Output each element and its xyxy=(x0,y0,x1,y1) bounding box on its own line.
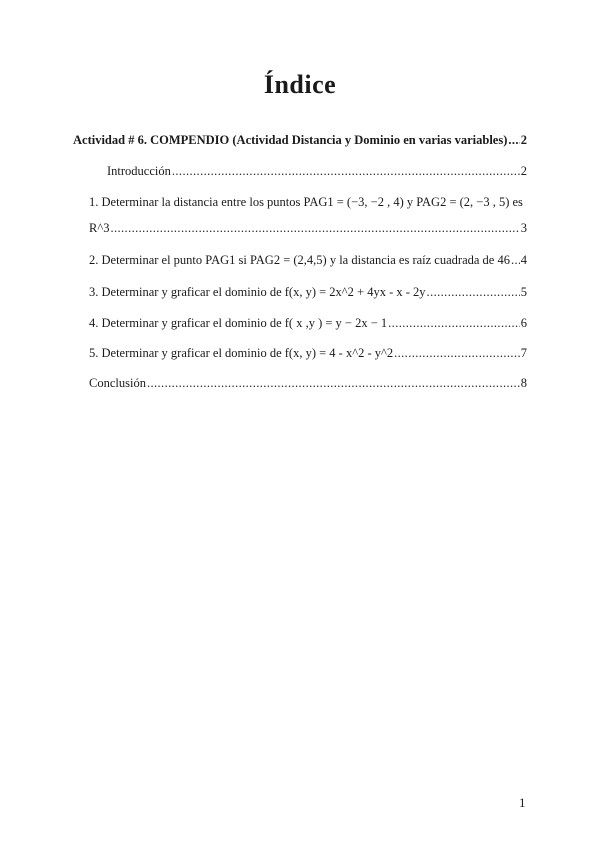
toc-leader-dots xyxy=(388,315,520,331)
toc-leader-dots xyxy=(147,375,520,391)
toc-entry-page: 5 xyxy=(520,285,527,299)
page-number: 1 xyxy=(519,795,526,810)
toc-entry-introduccion[interactable] xyxy=(107,163,527,179)
toc-entry-page: 2 xyxy=(520,164,527,178)
toc-entry-page: 3 xyxy=(520,221,527,235)
toc-entry-label: 3. Determinar y graficar el dominio de f(x, y) = 2x^2 + 4yx - x - 2y xyxy=(89,285,426,299)
toc-entry-label: 5. Determinar y graficar el dominio de f(x, y) = 4 - x^2 - y^2 xyxy=(89,346,394,360)
page-title: Índice xyxy=(263,70,337,99)
toc-leader-dots xyxy=(394,345,520,361)
toc-leader-dots xyxy=(427,284,520,300)
toc-entry-label: 2. Determinar el punto PAG1 si PAG2 = (2,4,5) y la distancia es raíz cuadrada de 46 xyxy=(89,253,510,267)
toc-entry-label: 4. Determinar y graficar el dominio de f( x ,y ) = y − 2x − 1 xyxy=(89,316,388,330)
toc-entry-page: 6 xyxy=(520,316,527,330)
toc-entry-label: Conclusión xyxy=(89,376,146,390)
toc-entry-1[interactable] xyxy=(89,220,527,236)
toc-entry-actividad-6[interactable] xyxy=(73,132,527,148)
toc-entry-label: Actividad # 6. COMPENDIO (Actividad Distancia y Dominio en varias variables) xyxy=(73,133,508,147)
toc-leader-dots xyxy=(172,163,520,179)
toc-entry-5[interactable] xyxy=(89,345,527,361)
toc-entry-page: 7 xyxy=(520,346,527,360)
toc-entry-conclusion[interactable] xyxy=(89,375,527,391)
toc-entry-label: R^3 xyxy=(89,221,110,235)
toc-leader-dots xyxy=(508,132,519,148)
toc-entry-page: 2 xyxy=(520,133,527,147)
toc-entry-page: 8 xyxy=(520,376,527,390)
toc-entry-2[interactable] xyxy=(89,252,527,268)
toc-entry-3[interactable] xyxy=(89,284,527,300)
toc-entry-4[interactable] xyxy=(89,315,527,331)
toc-leader-dots xyxy=(511,252,520,268)
toc-leader-dots xyxy=(110,220,519,236)
toc-entry-1-line1[interactable]: 1. Determinar la distancia entre los puntos PAG1 = (−3, −2 , 4) y PAG2 = (2, −3 , 5) es xyxy=(89,195,523,209)
toc-entry-label: Introducción xyxy=(107,164,171,178)
toc-entry-page: 4 xyxy=(520,253,527,267)
